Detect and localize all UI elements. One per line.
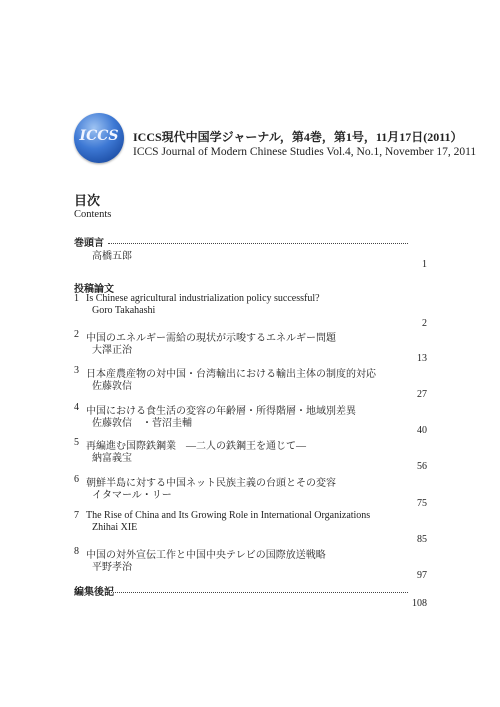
- toc-entry-title: 中国のエネルギー需給の現状が示唆するエネルギー問題: [86, 333, 336, 344]
- toc-entry-author: 佐藤敦信 ・菅沼圭輔: [92, 418, 192, 429]
- toc-entry-page: 56: [417, 461, 427, 472]
- toc-entry-author: 納富義宝: [92, 453, 132, 464]
- postscript-page: 108: [412, 598, 427, 609]
- toc-entry-author: イタマール・リー: [92, 490, 172, 501]
- foreword-author: 高橋五郎: [92, 251, 132, 262]
- postscript-heading: 編集後記: [74, 587, 114, 598]
- toc-entry-title: 中国における食生活の変容の年齢層・所得階層・地域別差異: [86, 406, 356, 417]
- toc-subtitle: Contents: [74, 209, 112, 220]
- journal-title-english: ICCS Journal of Modern Chinese Studies Vol.4, No.1, November 17, 2011: [133, 146, 477, 158]
- toc-title: 目次: [74, 194, 101, 209]
- toc-entry-author: Zhihai XIE: [92, 522, 138, 533]
- toc-entry-number: 1: [74, 293, 79, 304]
- toc-entry-title: Is Chinese agricultural industrialization policy successful?: [86, 293, 320, 304]
- toc-entry-title: 中国の対外宣伝工作と中国中央テレビの国際放送戦略: [86, 550, 326, 561]
- toc-entry-page: 27: [417, 389, 427, 400]
- toc-entry-author: 佐藤敦信: [92, 381, 132, 392]
- toc-entry-title: The Rise of China and Its Growing Role in International Organizations: [86, 510, 371, 521]
- toc-entry-number: 5: [74, 437, 79, 448]
- toc-entry-page: 40: [417, 425, 427, 436]
- toc-entry-author: 大澤正治: [92, 345, 132, 356]
- foreword-heading: 巻頭言: [74, 238, 104, 249]
- toc-entry-title: 朝鮮半島に対する中国ネット民族主義の台頭とその変容: [86, 478, 336, 489]
- logo-text: ICCS: [79, 128, 119, 144]
- toc-entry-page: 2: [422, 318, 427, 329]
- toc-entry-page: 85: [417, 534, 427, 545]
- toc-entry-author: 平野孝治: [92, 562, 132, 573]
- articles-heading: 投稿論文: [74, 284, 114, 295]
- toc-entry-number: 3: [74, 365, 79, 376]
- iccs-globe-logo-icon: [74, 113, 124, 163]
- toc-entry-page: 97: [417, 570, 427, 581]
- toc-entry-page: 75: [417, 498, 427, 509]
- foreword-page: 1: [422, 259, 427, 270]
- toc-entry-title: 日本産農産物の対中国・台湾輸出における輸出主体の制度的対応: [86, 369, 376, 380]
- toc-entry-number: 4: [74, 402, 79, 413]
- toc-entry-page: 13: [417, 353, 427, 364]
- toc-entry-number: 8: [74, 546, 79, 557]
- toc-entry-title: 再編進む国際鉄鋼業 ―二人の鉄鋼王を通じて―: [86, 441, 306, 452]
- toc-entry-number: 7: [74, 510, 79, 521]
- toc-entry-author: Goro Takahashi: [92, 305, 156, 316]
- postscript-leader-dots: [108, 592, 408, 593]
- foreword-leader-dots: [108, 243, 408, 244]
- toc-entry-number: 6: [74, 474, 79, 485]
- journal-title-japanese: ICCS現代中国学ジャーナル，第4巻，第1号，11月17日(2011）: [133, 130, 463, 144]
- toc-entry-number: 2: [74, 329, 79, 340]
